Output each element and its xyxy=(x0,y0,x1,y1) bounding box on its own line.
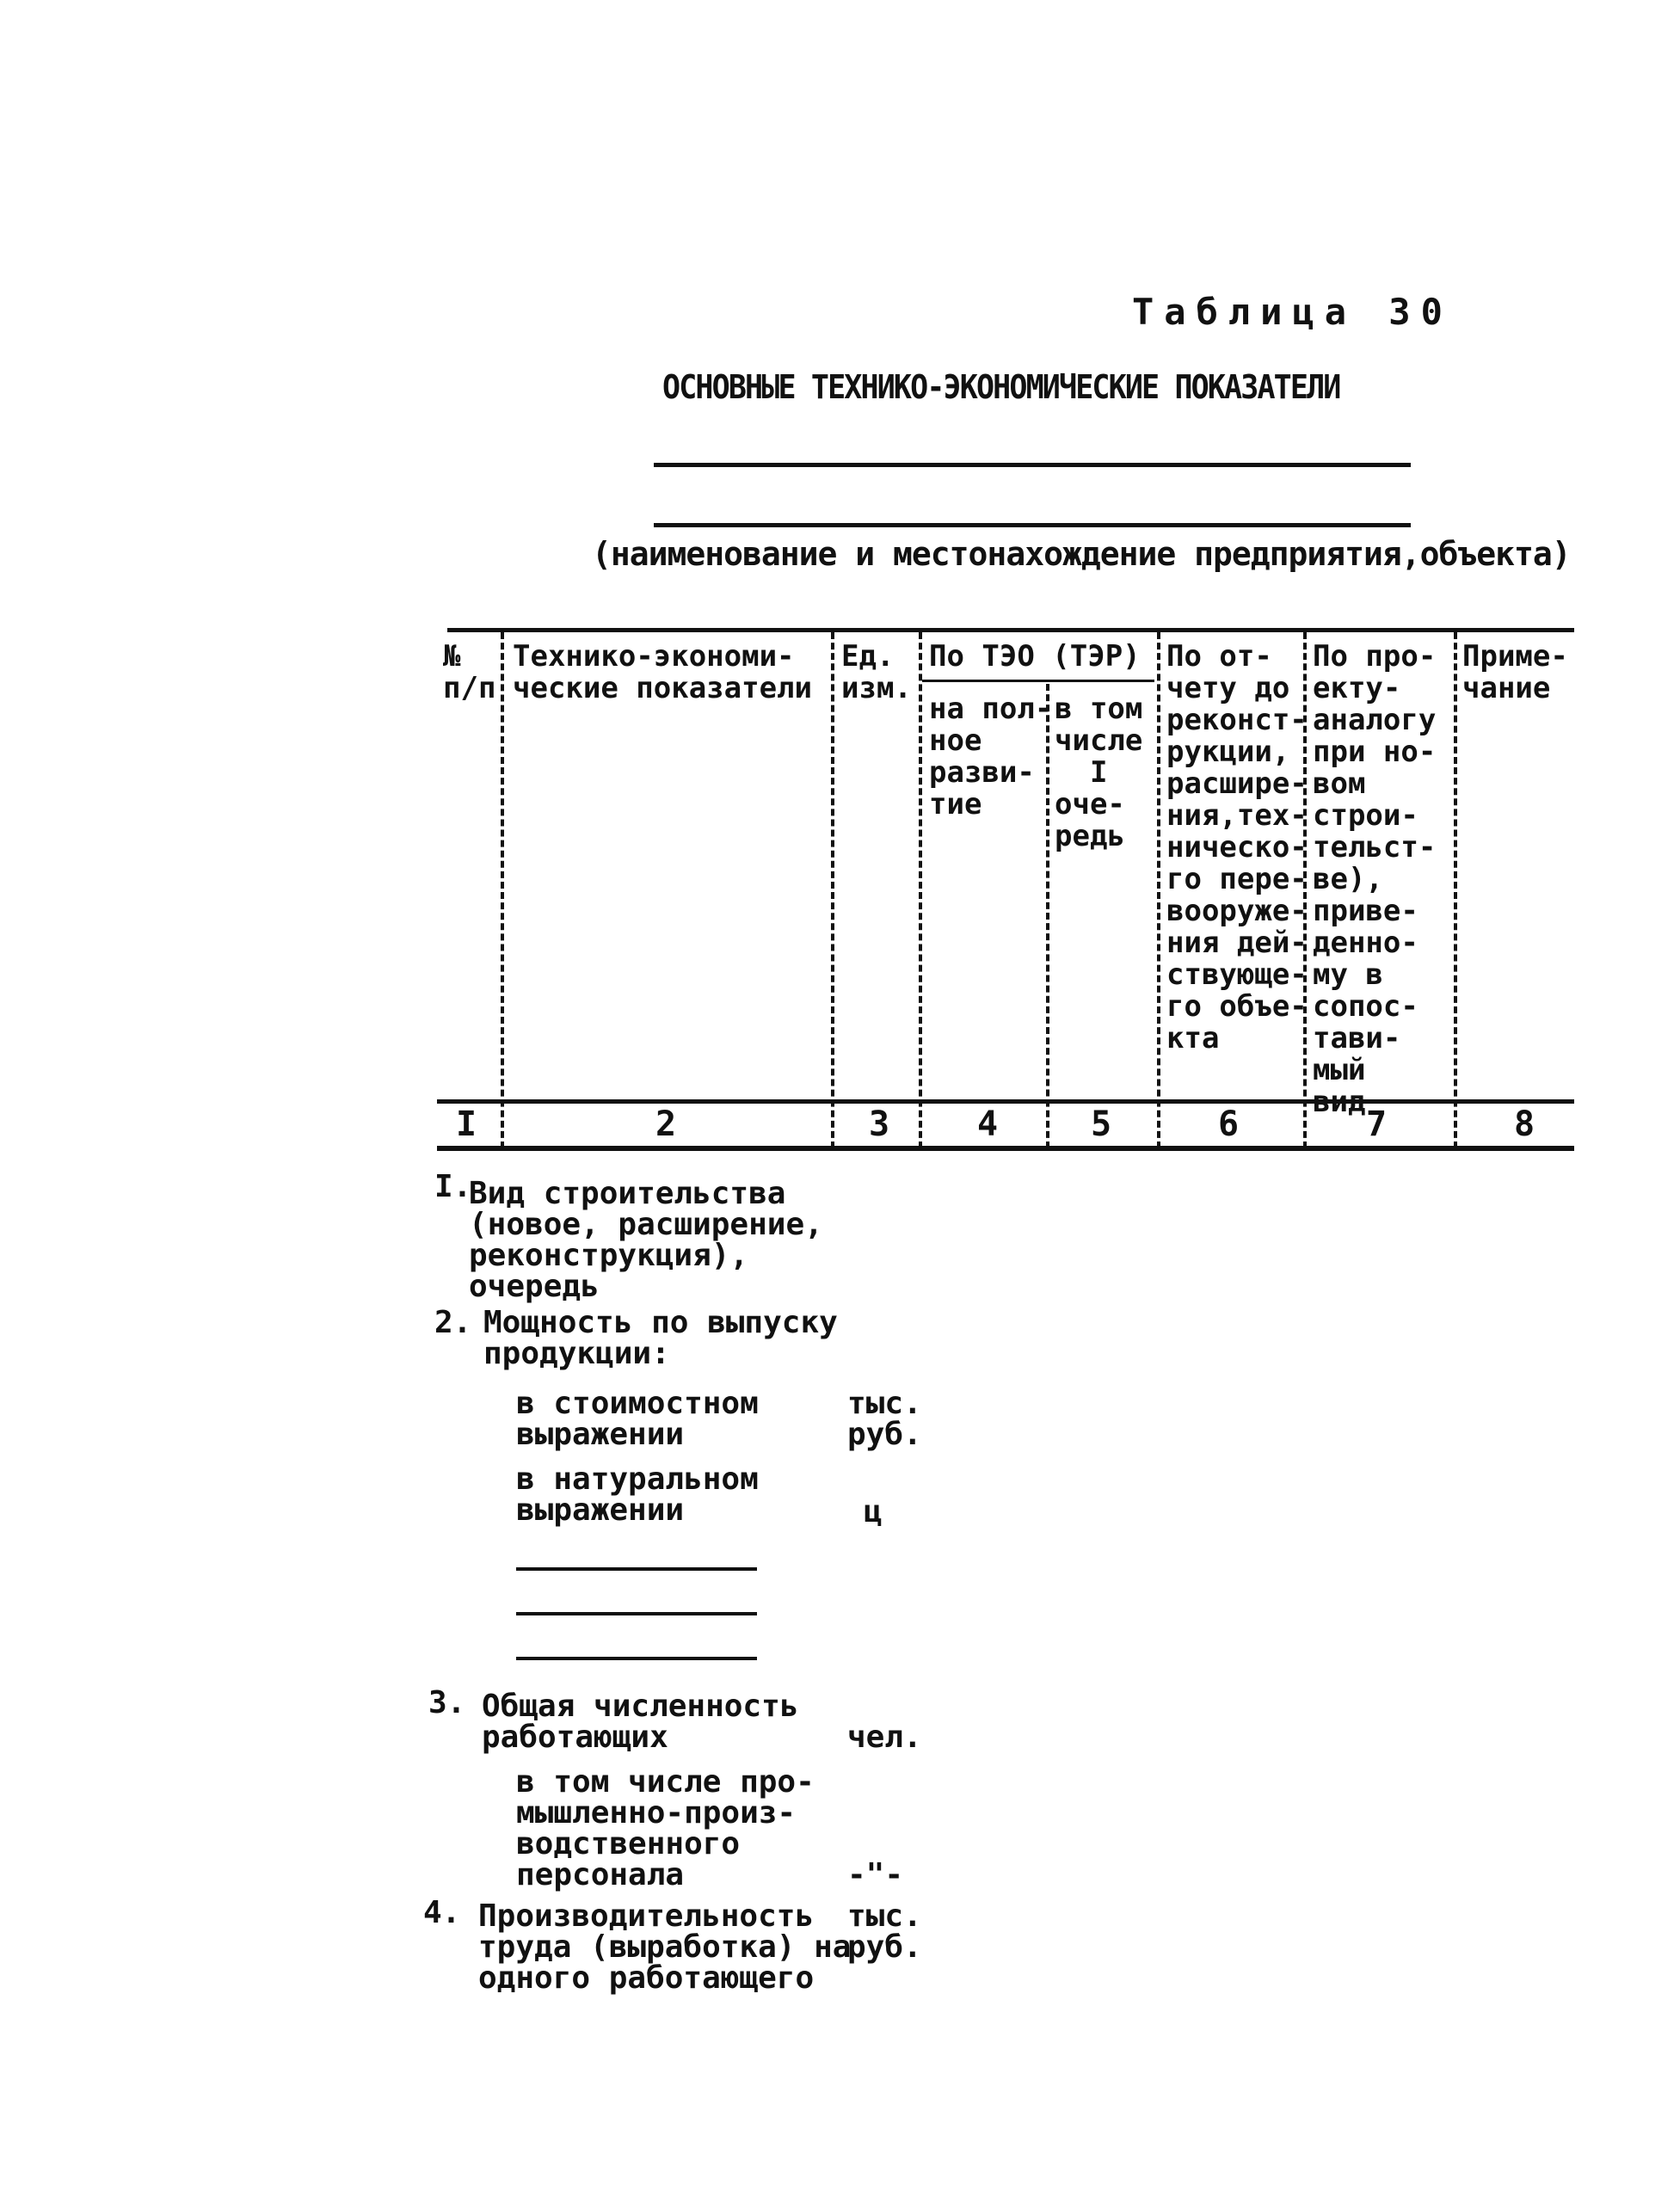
row-3-number: 3. xyxy=(428,1685,466,1720)
header-note: Приме- чание xyxy=(1462,639,1568,705)
row-3a-text: в том числе про- мышленно-произ- водственного персонала xyxy=(516,1764,815,1892)
col-number-8: 8 xyxy=(1514,1105,1535,1144)
row-1-number: I. xyxy=(434,1169,472,1204)
col-separator-7 xyxy=(1454,632,1457,1148)
header-analog-project: По про- екту- аналогу при но- вом строи- тельст- ве), приве- денно- му в сопос- тави- мый вид xyxy=(1313,639,1437,1119)
header-teo-group: По ТЭО (ТЭР) xyxy=(929,639,1141,674)
document-title: ОСНОВНЫЕ ТЕХНИКО-ЭКОНОМИЧЕСКИЕ ПОКАЗАТЕЛИ xyxy=(662,368,1340,406)
row-2a-unit: тыс. руб. xyxy=(847,1386,922,1452)
row-4-unit: тыс. руб. xyxy=(847,1898,922,1965)
row-4-text: Производительность труда (выработка) на одного работающего xyxy=(478,1898,852,1996)
fill-in-line-1 xyxy=(516,1567,757,1571)
col-number-3: 3 xyxy=(869,1105,890,1144)
col-number-2: 2 xyxy=(655,1105,677,1144)
object-name-caption: (наименование и местонахождение предприятия,объекта) xyxy=(592,535,1571,573)
row-1-text: Вид строительства (новое, расширение, реконструкция), очередь xyxy=(469,1176,823,1304)
row-2a-text: в стоимостном выражении xyxy=(516,1386,759,1452)
col-number-1: I xyxy=(456,1105,477,1144)
row-2-number: 2. xyxy=(434,1305,472,1340)
row-3-unit: чел. xyxy=(847,1720,922,1755)
header-report-before-reconstruction: По от- чету до реконст- рукции, расшире- ния,тех- ническо- го пере- вооруже- ния дей- ствующе- го объе- кта xyxy=(1166,639,1308,1055)
numbers-bottom-border xyxy=(437,1146,1574,1151)
col-number-6: 6 xyxy=(1218,1105,1240,1144)
row-3a-unit: -"- xyxy=(847,1857,904,1892)
row-4-number: 4. xyxy=(423,1895,461,1930)
col-separator-2 xyxy=(831,632,834,1148)
col-separator-5 xyxy=(1157,632,1160,1148)
header-first-stage: в том числе I оче- редь xyxy=(1055,692,1143,853)
header-indicators: Технико-экономи- ческие показатели xyxy=(513,639,812,705)
row-2b-unit: ц xyxy=(864,1494,883,1529)
header-full-development: на пол- ное разви- тие xyxy=(929,692,1053,822)
table-top-border xyxy=(447,628,1574,632)
fill-in-line-3 xyxy=(516,1657,757,1660)
row-3-text: Общая численность работающих xyxy=(482,1689,799,1755)
header-number: № п/п xyxy=(443,639,496,705)
blank-line-1 xyxy=(654,463,1411,467)
col-separator-1 xyxy=(501,632,504,1148)
fill-in-line-2 xyxy=(516,1612,757,1615)
col-number-7: 7 xyxy=(1366,1105,1388,1144)
col-separator-3 xyxy=(919,632,922,1148)
group-underline xyxy=(922,680,1154,682)
col-number-5: 5 xyxy=(1091,1105,1112,1144)
col-number-4: 4 xyxy=(977,1105,999,1144)
table-caption: Таблица 30 xyxy=(1132,291,1453,333)
header-unit: Ед. изм. xyxy=(841,639,912,705)
blank-line-2 xyxy=(654,523,1411,527)
row-2-text: Мощность по выпуску продукции: xyxy=(483,1305,838,1371)
row-2b-text: в натуральном выражении xyxy=(516,1461,759,1528)
